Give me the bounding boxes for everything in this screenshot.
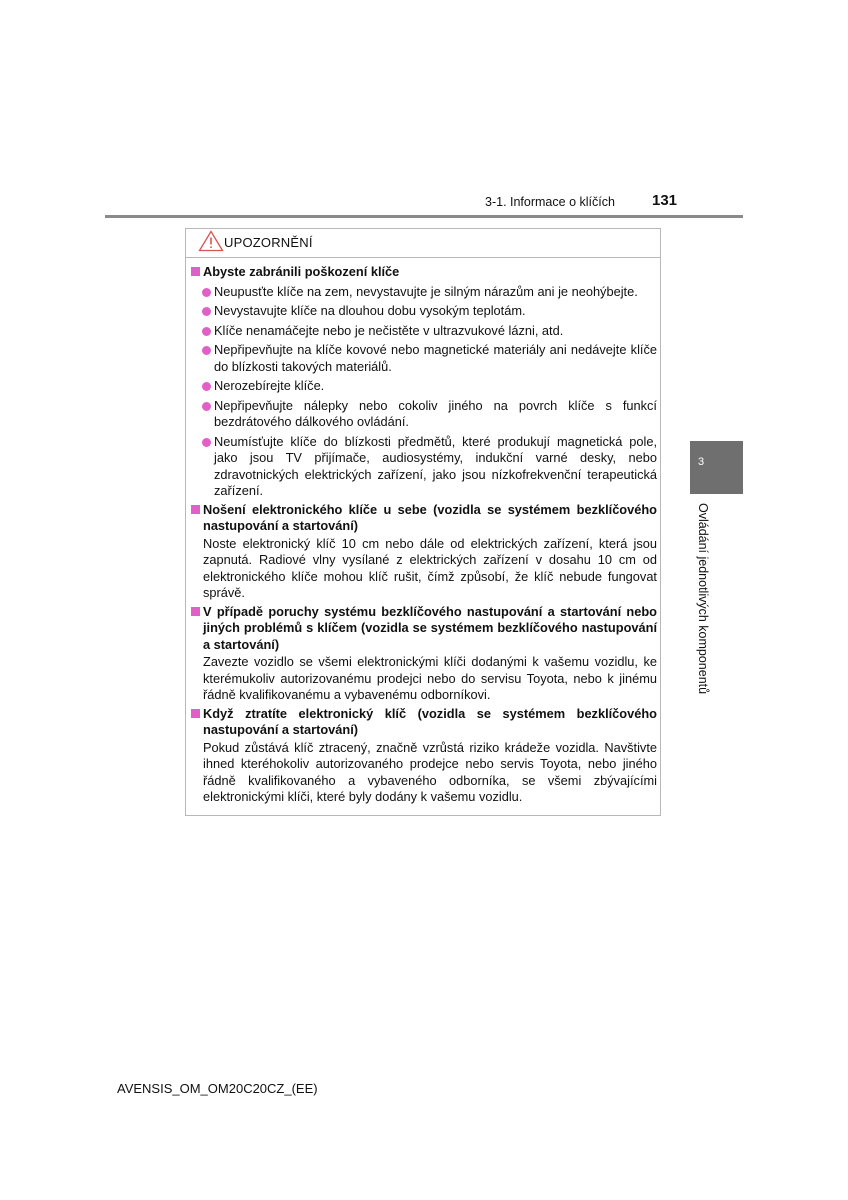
warning-triangle-icon xyxy=(198,230,224,252)
list-item: Klíče nenamáčejte nebo je nečistěte v ultrazvukové lázni, atd. xyxy=(189,323,657,340)
list-item: Neupusťte klíče na zem, nevystavujte je silným nárazům ani je neohýbejte. xyxy=(189,284,657,301)
square-marker-icon xyxy=(191,505,200,514)
chapter-tab xyxy=(690,441,743,494)
warning-title: UPOZORNĚNÍ xyxy=(224,235,313,250)
section-title: 3-1. Informace o klíčích xyxy=(485,195,615,209)
bullet-dot-icon xyxy=(202,402,211,411)
section-text: Pokud zůstává klíč ztracený, značně vzrůstá riziko krádeže vozidla. Navštivte ihned kteréhokoliv autorizovaného prodejce nebo servis Toyota, nebo jiného řádně kvalifikovaného a vybaveného odborníka, se všemi zbývajícími elektronickými klíči, které byly dodány k vašemu vozidlu. xyxy=(203,739,657,804)
document-code: AVENSIS_OM_OM20C20CZ_(EE) xyxy=(117,1081,318,1096)
bullet-dot-icon xyxy=(202,346,211,355)
section-heading: Nošení elektronického klíče u sebe (vozidla se systémem bezklíčového nastupování a startování) xyxy=(203,501,657,533)
square-marker-icon xyxy=(191,267,200,276)
bullet-dot-icon xyxy=(202,288,211,297)
section-text: Noste elektronický klíč 10 cm nebo dále od elektrických zařízení, která jsou zapnutá. Radiové vlny vysílané z elektrických zařízení v dosahu 10 cm od elektronického klíče mohou klíč rušit, čímž způsobí, že klíč nebude fungovat správě. xyxy=(203,535,657,600)
square-marker-icon xyxy=(191,607,200,616)
warning-section xyxy=(189,264,657,500)
list-item: Nerozebírejte klíče. xyxy=(189,378,657,395)
bullet-dot-icon xyxy=(202,382,211,391)
bullet-dot-icon xyxy=(202,327,211,336)
page-number: 131 xyxy=(652,192,678,209)
warning-section xyxy=(189,502,657,602)
section-heading: Když ztratíte elektronický klíč (vozidla se systémem bezklíčového nastupování a startování) xyxy=(203,705,657,737)
warning-header xyxy=(186,229,660,258)
header-rule xyxy=(105,215,743,218)
warning-section xyxy=(189,604,657,704)
section-heading: V případě poruchy systému bezklíčového nastupování a startování nebo jiných problémů s klíčem (vozidla se systémem bezklíčového nastupování a startování) xyxy=(203,603,657,652)
warning-section xyxy=(189,706,657,806)
bullet-dot-icon xyxy=(202,438,211,447)
square-marker-icon xyxy=(191,709,200,718)
warning-content xyxy=(189,264,657,808)
list-item: Nepřipevňujte nálepky nebo cokoliv jiného na povrch klíče s funkcí bezdrátového dálkového ovládání. xyxy=(189,398,657,431)
section-heading: Abyste zabránili poškození klíče xyxy=(203,264,400,279)
section-text: Zavezte vozidlo se všemi elektronickými klíči dodanými k vašemu vozidlu, ke kterémukoliv autorizovanému prodejci nebo do servisu Toyota, nebo k jinému řádně kvalifikovanému a vybavenému odborníkovi. xyxy=(203,654,657,702)
bullet-dot-icon xyxy=(202,307,211,316)
warning-box xyxy=(185,228,661,816)
chapter-label: Ovládání jednotlivých komponentů xyxy=(696,503,710,695)
chapter-number: 3 xyxy=(698,456,705,468)
list-item: Nepřipevňujte na klíče kovové nebo magnetické materiály ani nedávejte klíče do blízkosti takových materiálů. xyxy=(189,342,657,375)
list-item: Nevystavujte klíče na dlouhou dobu vysokým teplotám. xyxy=(189,303,657,320)
list-item: Neumísťujte klíče do blízkosti předmětů, které produkují magnetická pole, jako jsou TV přijímače, audiosystémy, indukční varné desky, nebo zdravotnických elektrických zařízení, jako jsou nízkofrekvenční terapeutická zařízení. xyxy=(189,434,657,500)
